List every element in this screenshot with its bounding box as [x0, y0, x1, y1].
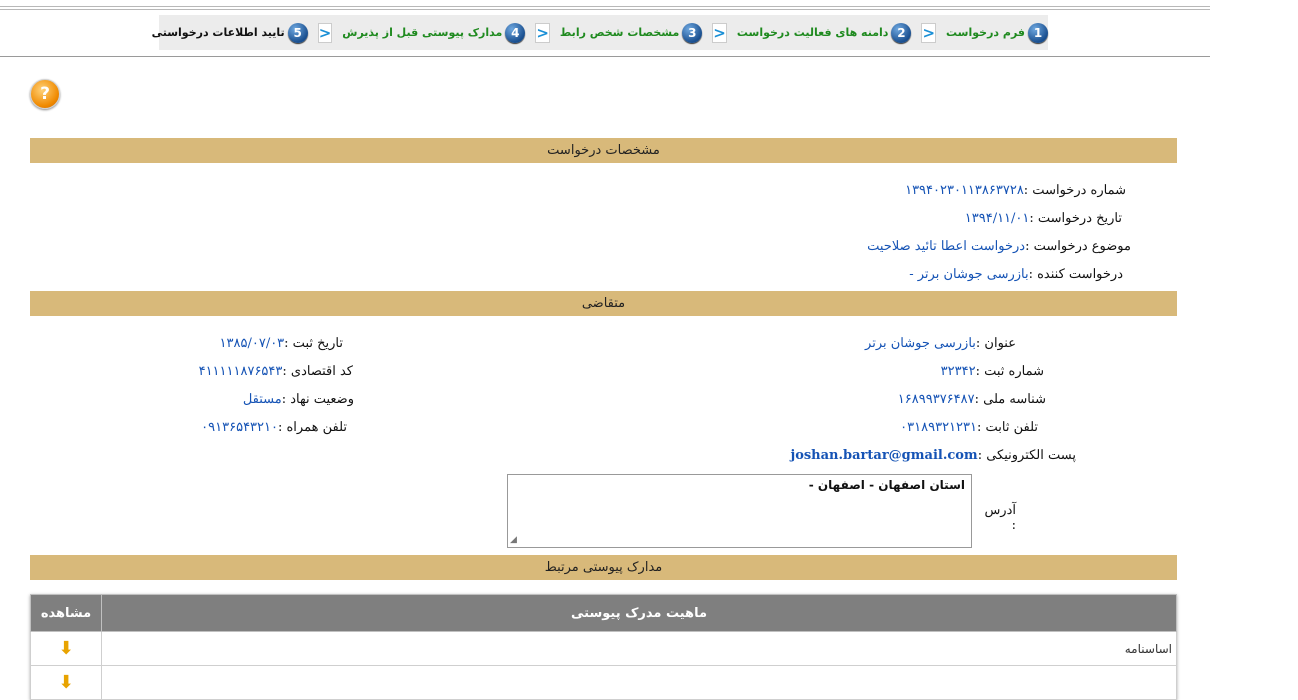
- view-cell: [31, 632, 102, 666]
- step-label-3: مشخصات شخص رابط: [559, 26, 680, 39]
- step-2[interactable]: [737, 23, 912, 43]
- applicant-title: بازرسی جوشان برتر: [865, 336, 976, 351]
- request-subject: درخواست اعطا تائید صلاحیت: [867, 239, 1026, 254]
- request-subject-row: [867, 239, 1131, 254]
- chevron-left-icon: <: [713, 23, 726, 42]
- step-number-5: 5: [288, 23, 308, 43]
- attachments-table: [30, 594, 1177, 700]
- step-number-2: 2: [891, 23, 911, 43]
- resize-grip-icon[interactable]: ◢: [510, 535, 517, 545]
- attachment-name: [102, 666, 1177, 700]
- requester-row: [909, 267, 1123, 282]
- attachment-name: اساسنامه: [102, 632, 1177, 666]
- request-date: ۱۳۹۴/۱۱/۰۱: [964, 211, 1030, 226]
- economic-code: ۴۱۱۱۱۱۸۷۶۵۴۳: [198, 364, 283, 379]
- chevron-left-icon: <: [922, 23, 936, 42]
- mobile: ۰۹۱۳۶۵۴۳۲۱۰: [201, 420, 278, 435]
- field-label: تاریخ درخواست :: [1029, 211, 1122, 226]
- step-number-3: 3: [682, 23, 702, 43]
- column-header-view: مشاهده: [31, 595, 102, 632]
- address-label: آدرس :: [984, 503, 1016, 533]
- field-label: کد اقتصادی :: [282, 364, 353, 379]
- section-header-attachments: مدارک پیوستی مرتبط: [30, 555, 1177, 580]
- email-row: [790, 448, 1076, 463]
- mobile-row: [201, 420, 347, 435]
- step-label-5: تایید اطلاعات درخواستی: [151, 26, 285, 39]
- phone-row: [900, 420, 1038, 435]
- request-number: ۱۳۹۴۰۲۳۰۱۱۳۸۶۳۷۲۸: [905, 183, 1024, 198]
- field-label: موضوع درخواست :: [1025, 239, 1131, 254]
- step-number-4: 4: [505, 23, 525, 43]
- field-label: شناسه ملی :: [974, 392, 1046, 407]
- section-header-request: مشخصات درخواست: [30, 138, 1177, 163]
- download-icon[interactable]: ⬇: [58, 671, 74, 693]
- top-rule: [0, 9, 1210, 10]
- column-header-type: ماهیت مدرک پیوستی: [102, 595, 1177, 632]
- section-header-applicant: متقاضی: [30, 291, 1177, 316]
- view-cell: [31, 666, 102, 700]
- entity-status: مستقل: [242, 392, 282, 407]
- reg-number: ۳۲۳۴۲: [940, 364, 976, 379]
- phone: ۰۳۱۸۹۳۲۱۲۳۱: [900, 420, 977, 435]
- reg-number-row: [941, 364, 1044, 379]
- email-link[interactable]: joshan.bartar@gmail.com: [790, 448, 978, 463]
- economic-code-row: [199, 364, 353, 379]
- wizard-steps: [151, 15, 1048, 50]
- field-label: درخواست کننده :: [1028, 267, 1123, 282]
- step-4[interactable]: [342, 23, 525, 43]
- chevron-left-icon: <: [318, 23, 332, 42]
- request-date-row: [965, 211, 1122, 226]
- field-label: پست الکترونیکی :: [977, 448, 1076, 463]
- address-value: استان اصفهان - اصفهان -: [808, 478, 965, 492]
- field-label: شماره ثبت :: [975, 364, 1044, 379]
- national-id-row: [898, 392, 1046, 407]
- step-label-4: مدارک پیوستی قبل از پذیرش: [342, 26, 503, 39]
- applicant-title-row: [865, 336, 1016, 351]
- entity-status-row: [243, 392, 354, 407]
- step-label-1: فرم درخواست: [946, 26, 1025, 39]
- step-3[interactable]: [560, 23, 702, 43]
- address-textarea[interactable]: [507, 474, 972, 548]
- table-header-row: [31, 595, 1177, 632]
- download-icon[interactable]: ⬇: [58, 637, 74, 659]
- step-label-2: دامنه های فعالیت درخواست: [736, 26, 889, 39]
- step-1[interactable]: [946, 23, 1048, 43]
- top-rule: [0, 6, 1210, 7]
- field-label: شماره درخواست :: [1023, 183, 1126, 198]
- header-divider: [0, 56, 1210, 57]
- chevron-left-icon: <: [536, 23, 549, 42]
- field-label: تاریخ ثبت :: [284, 336, 343, 351]
- reg-date: ۱۳۸۵/۰۷/۰۳: [219, 336, 285, 351]
- table-row: [31, 666, 1177, 700]
- field-label: وضعیت نهاد :: [281, 392, 354, 407]
- step-number-1: 1: [1028, 23, 1048, 43]
- reg-date-row: [220, 336, 343, 351]
- field-label: تلفن همراه :: [277, 420, 347, 435]
- step-5[interactable]: [152, 23, 308, 43]
- help-icon[interactable]: ?: [30, 79, 60, 109]
- requester: بازرسی جوشان برتر -: [909, 267, 1029, 282]
- field-label: عنوان :: [975, 336, 1016, 351]
- national-id: ۱۶۸۹۹۳۷۶۴۸۷: [897, 392, 975, 407]
- table-row: [31, 632, 1177, 666]
- field-label: تلفن ثابت :: [976, 420, 1038, 435]
- request-number-row: [905, 183, 1126, 198]
